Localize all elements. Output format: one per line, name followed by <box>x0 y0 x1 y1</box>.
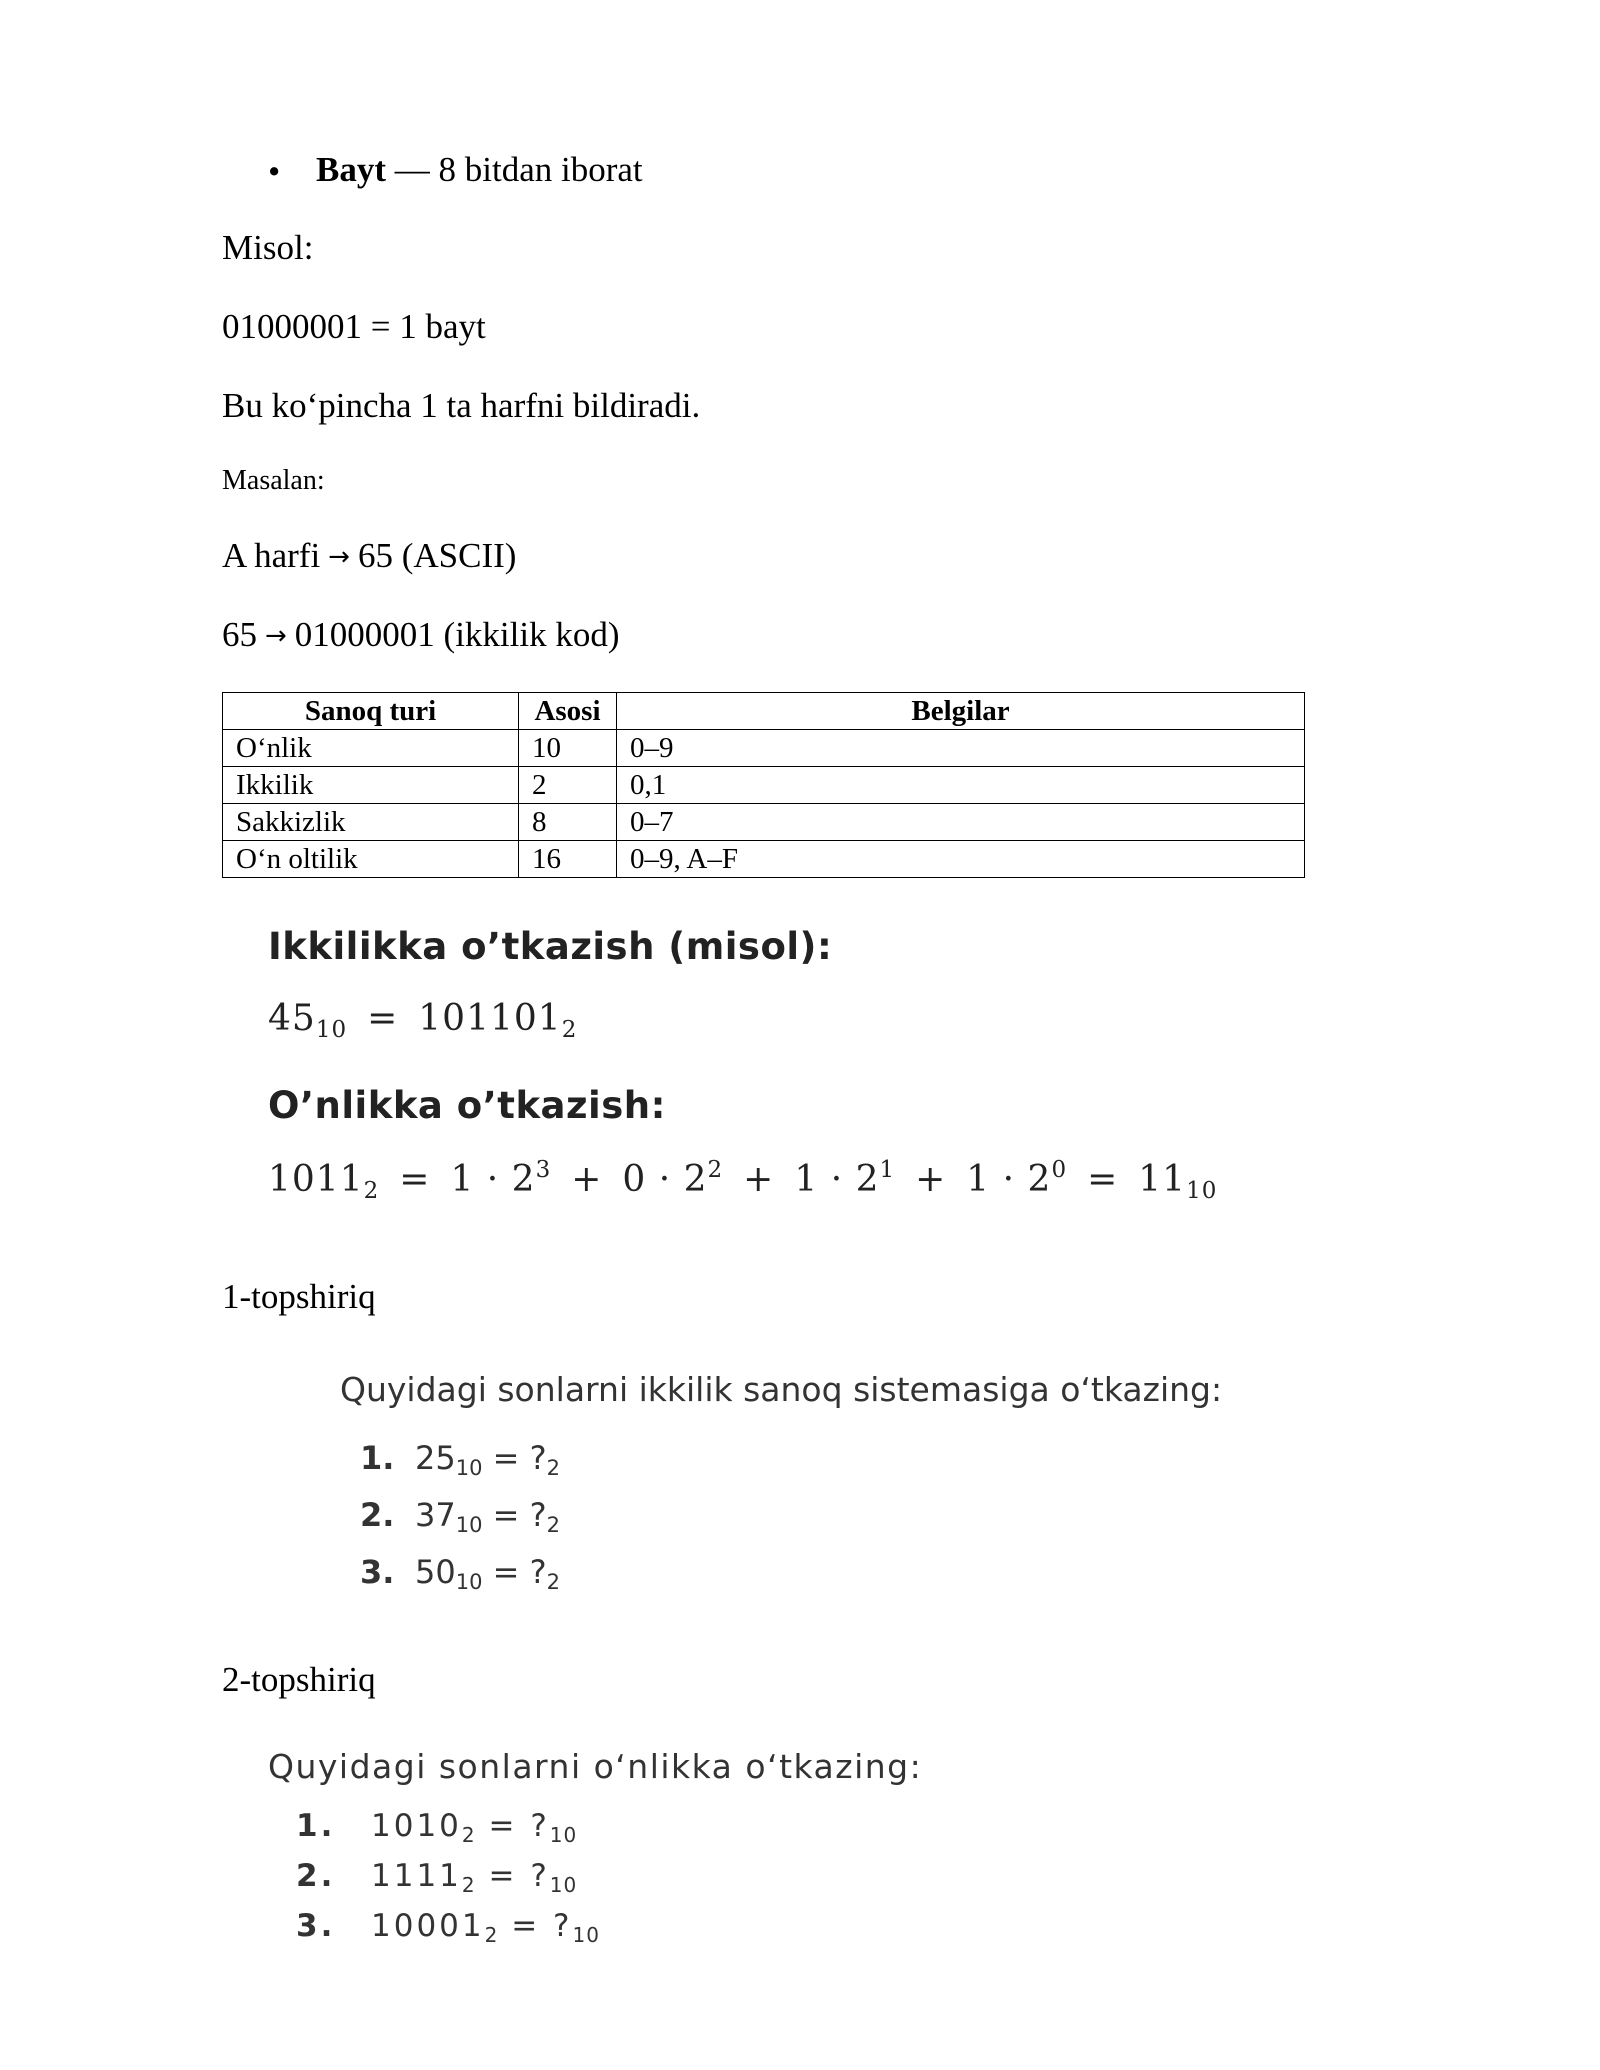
term-coef: 1 <box>794 1159 819 1200</box>
term-power: 1 <box>879 1157 896 1183</box>
item-to-base: 10 <box>572 1923 600 1947</box>
item-number: 3. <box>296 1908 336 1944</box>
table-cell: 0–9, A–F <box>617 841 1305 878</box>
table-header-row <box>223 693 1305 730</box>
formula-lhs-base: 10 <box>315 1017 348 1043</box>
task2-title: 2-topshiriq <box>222 1660 376 1699</box>
item-from-base: 2 <box>484 1923 499 1947</box>
right-arrow-icon: → <box>265 621 287 651</box>
binary-conversion-heading: Ikkilikka o’tkazish (misol): <box>268 925 833 968</box>
formula-base: 2 <box>363 1178 380 1204</box>
task2-intro: Quyidagi sonlarni o‘nlikka o‘tkazing: <box>268 1747 923 1786</box>
table-cell: 16 <box>519 841 617 878</box>
table-cell: Sakkizlik <box>223 804 519 841</box>
table-row <box>223 767 1305 804</box>
decimal-conversion-heading: O’nlikka o’tkazish: <box>268 1084 666 1127</box>
term-power: 0 <box>1051 1157 1068 1183</box>
item-from-base: 2 <box>461 1873 476 1897</box>
item-value: 1010 <box>371 1808 462 1844</box>
term-coef: 1 <box>966 1159 991 1200</box>
formula-result: 11 <box>1138 1159 1187 1200</box>
item-value: 1111 <box>371 1858 462 1894</box>
ascii-line <box>222 536 516 576</box>
item-number: 3. <box>360 1553 395 1591</box>
task2-item: 3. $10001_2$ = $?_{10}$ <box>296 1908 600 1947</box>
item-value: 25 <box>415 1439 456 1477</box>
header-belgilar: Belgilar <box>617 693 1305 730</box>
table-cell: O‘nlik <box>223 730 519 767</box>
table-row <box>223 804 1305 841</box>
binary-left: 65 <box>222 615 257 654</box>
number-systems-table <box>222 692 1305 878</box>
term-power: 2 <box>707 1157 724 1183</box>
header-asosi: Asosi <box>519 693 617 730</box>
task1-title: 1-topshiriq <box>222 1277 376 1316</box>
item-number: 2. <box>296 1858 336 1894</box>
table-cell: 0–9 <box>617 730 1305 767</box>
table-cell: 0,1 <box>617 767 1305 804</box>
term-power: 3 <box>535 1157 552 1183</box>
term-coef: 0 <box>622 1159 647 1200</box>
table-cell: Ikkilik <box>223 767 519 804</box>
table-row <box>223 730 1305 767</box>
table-cell: 2 <box>519 767 617 804</box>
item-value: 10001 <box>371 1908 485 1944</box>
header-sanoq-turi: Sanoq turi <box>223 693 519 730</box>
bullet-bayt <box>316 150 643 190</box>
item-to-base: 10 <box>549 1823 578 1847</box>
ascii-left: A harfi <box>222 536 321 575</box>
formula-rhs-base: 2 <box>561 1017 578 1043</box>
formula-lhs: 45 <box>268 998 316 1039</box>
item-to-base: 2 <box>546 1570 560 1594</box>
misol-label: Misol: <box>222 228 314 267</box>
term-coef: 1 <box>450 1159 475 1200</box>
byte-note: Bu ko‘pincha 1 ta harfni bildiradi. <box>222 386 701 425</box>
decimal-conversion-formula: $1011_2 = 1 \cdot 2^3 + 0 \cdot 2^2 + 1 \cdot 2^1 + 1 \cdot 2^0 = 11_{10}$ <box>268 1157 1218 1204</box>
item-number: 2. <box>360 1496 395 1534</box>
item-from-base: 10 <box>455 1570 483 1594</box>
item-value: 37 <box>415 1496 456 1534</box>
formula-equals: = <box>367 998 399 1039</box>
task1-item: 1. $25_{10}$ = $?_2$ <box>360 1439 560 1480</box>
item-from-base: 2 <box>461 1823 476 1847</box>
task1-item: 3. $50_{10}$ = $?_2$ <box>360 1553 560 1594</box>
item-to-base: 2 <box>546 1513 560 1537</box>
task2-item: 1. $1010_2$ = $?_{10}$ <box>296 1808 578 1847</box>
bullet-dot: • <box>268 152 281 191</box>
task2-item: 2. $1111_2$ = $?_{10}$ <box>296 1858 578 1897</box>
item-value: 50 <box>415 1553 456 1591</box>
bullet-definition: — 8 bitdan iborat <box>386 150 643 189</box>
bullet-term: Bayt <box>316 150 386 189</box>
masalan-label: Masalan: <box>222 465 325 496</box>
formula-rhs: 101101 <box>418 998 562 1039</box>
task1-intro: Quyidagi sonlarni ikkilik sanoq sistemasiga o‘tkazing: <box>340 1370 1223 1409</box>
right-arrow-icon: → <box>328 542 350 572</box>
formula-number: 1011 <box>268 1159 364 1200</box>
table-row <box>223 841 1305 878</box>
item-to-base: 10 <box>549 1873 578 1897</box>
formula-result-base: 10 <box>1186 1178 1218 1204</box>
binary-line <box>222 615 620 655</box>
binary-conversion-formula <box>268 998 577 1043</box>
item-number: 1. <box>296 1808 336 1844</box>
table-cell: 0–7 <box>617 804 1305 841</box>
table-cell: O‘n oltilik <box>223 841 519 878</box>
item-from-base: 10 <box>455 1456 483 1480</box>
table-cell: 10 <box>519 730 617 767</box>
item-from-base: 10 <box>455 1513 483 1537</box>
byte-example: 01000001 = 1 bayt <box>222 307 486 346</box>
ascii-right: 65 (ASCII) <box>357 536 517 575</box>
item-number: 1. <box>360 1439 395 1477</box>
item-to-base: 2 <box>546 1456 560 1480</box>
binary-right: 01000001 (ikkilik kod) <box>294 615 620 654</box>
task1-item: 2. $37_{10}$ = $?_2$ <box>360 1496 560 1537</box>
table-cell: 8 <box>519 804 617 841</box>
